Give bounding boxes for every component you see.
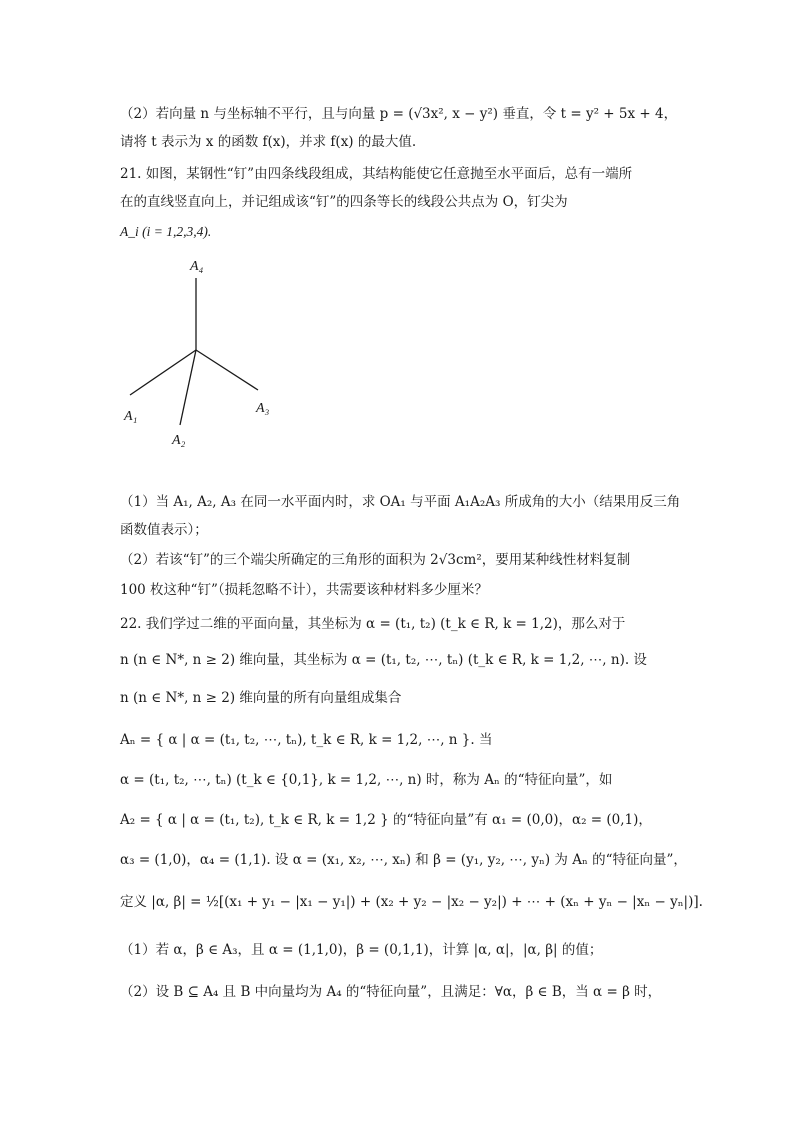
q21-stem-line3: A_i (i = 1,2,3,4). [120, 224, 212, 239]
segment-oa1 [130, 350, 196, 395]
q21-stem-line2: 在的直线竖直向上，并记组成该“钉”的四条等长的线段公共点为 O，钉尖为 [120, 194, 568, 210]
q22-stem-line2: n (n ∈ N*, n ≥ 2) 维向量，其坐标为 α = (t₁, t₂, ⋯, tₙ) (t_k ∈ R, k = 1,2, ⋯, n). 设 [120, 652, 647, 668]
segment-oa3 [196, 350, 258, 390]
q21-part2-line2: 100 枚这种“钉”（损耗忽略不计），共需要该种材料多少厘米？ [120, 582, 488, 598]
q20-part2-line2: 请将 t 表示为 x 的函数 f(x)，并求 f(x) 的最大值. [120, 134, 417, 150]
q22-stem-line3: n (n ∈ N*, n ≥ 2) 维向量的所有向量组成集合 [120, 690, 402, 706]
q20-part2-line1: （2）若向量 n 与坐标轴不平行，且与向量 p = (√3x², x − y²) 垂直，令 t = y² + 5x + 4， [120, 106, 678, 122]
q22-part2-line: （2）设 B ⊆ A₄ 且 B 中向量均为 A₄ 的“特征向量”，且满足：∀α，β ∈ B，当 α = β 时， [120, 984, 662, 1000]
label-a3: A₃ [256, 401, 270, 416]
q21-part1-line2: 函数值表示）； [120, 522, 208, 538]
q21-part2-line1: （2）若该“钉”的三个端尖所确定的三角形的面积为 2√3cm²，要用某种线性材料复制 [120, 552, 631, 568]
label-a2: A₂ [172, 433, 186, 448]
q22-stem-line6: A₂ = { α | α = (t₁, t₂), t_k ∈ R, k = 1,2 } 的“特征向量”有 α₁ = (0,0)，α₂ = (0,1)， [120, 812, 652, 828]
q22-stem-line5: α = (t₁, t₂, ⋯, tₙ) (t_k ∈ {0,1}, k = 1,2, ⋯, n) 时，称为 Aₙ 的“特征向量”，如 [120, 772, 613, 788]
q22-definition-line: 定义 |α, β| = ½[(x₁ + y₁ − |x₁ − y₁|) + (x₂ + y₂ − |x₂ − y₂|) + ⋯ + (xₙ + yₙ − |xₙ − yₙ|)]. [120, 894, 703, 910]
nail-figure [110, 250, 290, 450]
q21-stem-line1: 21. 如图，某钢性“钉”由四条线段组成，其结构能使它任意抛至水平面后，总有一端所 [120, 166, 633, 182]
label-a1: A₁ [124, 409, 138, 424]
q21-part1-line1: （1）当 A₁, A₂, A₃ 在同一水平面内时，求 OA₁ 与平面 A₁A₂A₃ 所成角的大小（结果用反三角 [120, 494, 681, 510]
q22-stem-line4: Aₙ = { α | α = (t₁, t₂, ⋯, tₙ), t_k ∈ R, k = 1,2, ⋯, n }. 当 [120, 732, 493, 748]
q22-stem-line1: 22. 我们学过二维的平面向量，其坐标为 α = (t₁, t₂) (t_k ∈ R, k = 1,2)，那么对于 [120, 616, 626, 632]
segment-oa2 [180, 350, 196, 425]
q22-stem-line7: α₃ = (1,0)，α₄ = (1,1). 设 α = (x₁, x₂, ⋯, xₙ) 和 β = (y₁, y₂, ⋯, yₙ) 为 Aₙ 的“特征向量”， [120, 852, 687, 868]
q22-part1-line: （1）若 α，β ∈ A₃，且 α = (1,1,0)，β = (0,1,1)，计算 |α, α|，|α, β| 的值； [120, 942, 603, 958]
label-a4: A₄ [190, 259, 204, 274]
